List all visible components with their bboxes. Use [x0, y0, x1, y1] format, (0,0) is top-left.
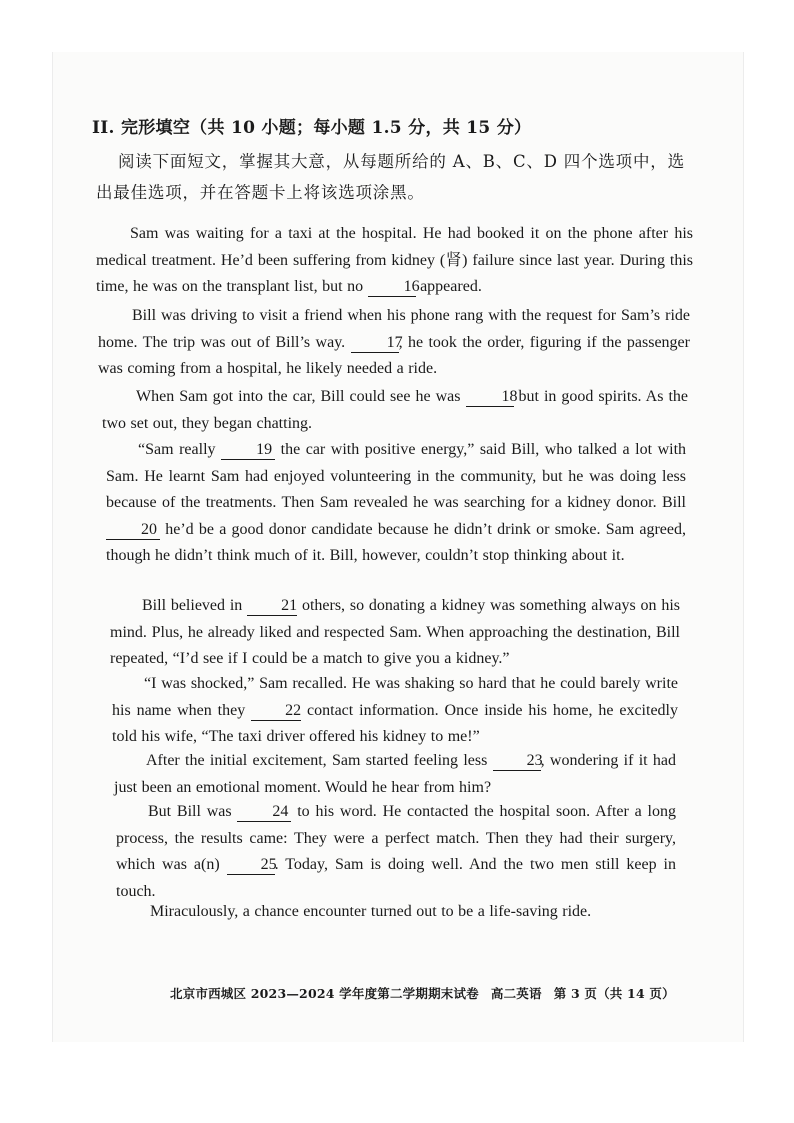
blank-20: 20: [106, 521, 160, 540]
p5-text-before: Bill believed in: [142, 597, 248, 614]
blank-22: 22: [251, 702, 301, 721]
instruction-text: 阅读下面短文，掌握其大意，从每题所给的 A、B、C、D 四个选项中，选出最佳选项，并在答题卡上将该选项涂黑。: [96, 152, 685, 202]
section-title: II. 完形填空（共 10 小题；每小题 1.5 分，共 15 分）: [92, 118, 532, 138]
blank-23: 23: [493, 752, 541, 771]
p1-text-before: Sam was waiting for a taxi at the hospital. He had booked it on the phone after his medical treatment. He’d been suffering from kidney (肾) failure since last year. During this time, he was on the transplant list, but no: [96, 225, 693, 295]
p8-text-after: . Today, Sam is doing well. And the two men still keep in touch.: [116, 856, 676, 900]
blank-21: 21: [247, 597, 297, 616]
footer-exam-name: 北京市西城区 2023—2024 学年度第二学期期末试卷: [170, 986, 479, 1001]
p7-text-before: After the initial excitement, Sam started feeling less: [146, 752, 493, 769]
p4-text-before: “Sam really: [138, 441, 222, 458]
p3-text-after: but in good spirits. As the two set out, they began chatting.: [102, 388, 689, 432]
p2-text-after: , he took the order, figuring if the passenger was coming from a hospital, he likely needed a ride.: [98, 333, 690, 377]
passage-paragraph-4: [106, 437, 686, 570]
passage-paragraph-6: [112, 671, 678, 751]
passage-paragraph-9: [118, 899, 678, 926]
footer-page-number: 第 3 页（共 14 页）: [553, 986, 675, 1001]
p7-text-after: , wondering if it had just been an emotional moment. Would he hear from him?: [114, 752, 676, 796]
passage-paragraph-8: [116, 799, 676, 905]
blank-24: 24: [237, 803, 291, 822]
p4-text-after: he’d be a good donor candidate because he didn’t drink or smoke. Sam agreed, though he didn’t think much of it. Bill, however, couldn’t stop thinking about it.: [106, 520, 686, 564]
footer-subject: 高二英语: [490, 986, 542, 1001]
p4-text-middle: the car with positive energy,” said Bill, who talked a lot with Sam. He learnt Sam had enjoyed volunteering in the community, but he was doing less because of the treatments. Then Sam revealed he was searching for a kidney donor. Bill: [106, 441, 687, 511]
p6-text-after: contact information. Once inside his home, he excitedly told his wife, “The taxi driver offered his kidney to me!”: [112, 701, 678, 745]
blank-16: 16: [368, 278, 416, 297]
p5-text-after: others, so donating a kidney was something always on his mind. Plus, he already liked and respected Sam. When approaching the destination, Bill repeated, “I’d see if I could be a match to give you a kidney.”: [110, 597, 680, 667]
passage-paragraph-7: [114, 748, 676, 801]
passage-paragraph-3: [102, 384, 688, 437]
p8-text-middle: to his word. He contacted the hospital soon. After a long process, the results came: They were a perfect match. Then they had their surgery, which was a(n): [116, 803, 676, 873]
p3-text-before: When Sam got into the car, Bill could see he was: [136, 388, 466, 405]
p2-text-before: Bill was driving to visit a friend when his phone rang with the request for Sam’s ride home. The trip was out of Bill’s way.: [98, 307, 690, 351]
passage-paragraph-1: [96, 221, 693, 301]
blank-25: 25: [227, 856, 275, 875]
blank-18: 18: [466, 388, 514, 407]
page-footer: [170, 984, 675, 1002]
passage-paragraph-5: [110, 593, 680, 673]
blank-19: 19: [221, 441, 275, 460]
blank-17: 17: [351, 334, 399, 353]
p9-text: Miraculously, a chance encounter turned out to be a life-saving ride.: [150, 903, 592, 920]
p6-text-before: “I was shocked,” Sam recalled. He was shaking so hard that he could barely write his name when they: [112, 675, 678, 719]
instructions: [96, 146, 696, 208]
p1-text-after: appeared.: [415, 278, 482, 295]
p8-text-before: But Bill was: [148, 803, 238, 820]
passage-paragraph-2: [98, 303, 690, 383]
